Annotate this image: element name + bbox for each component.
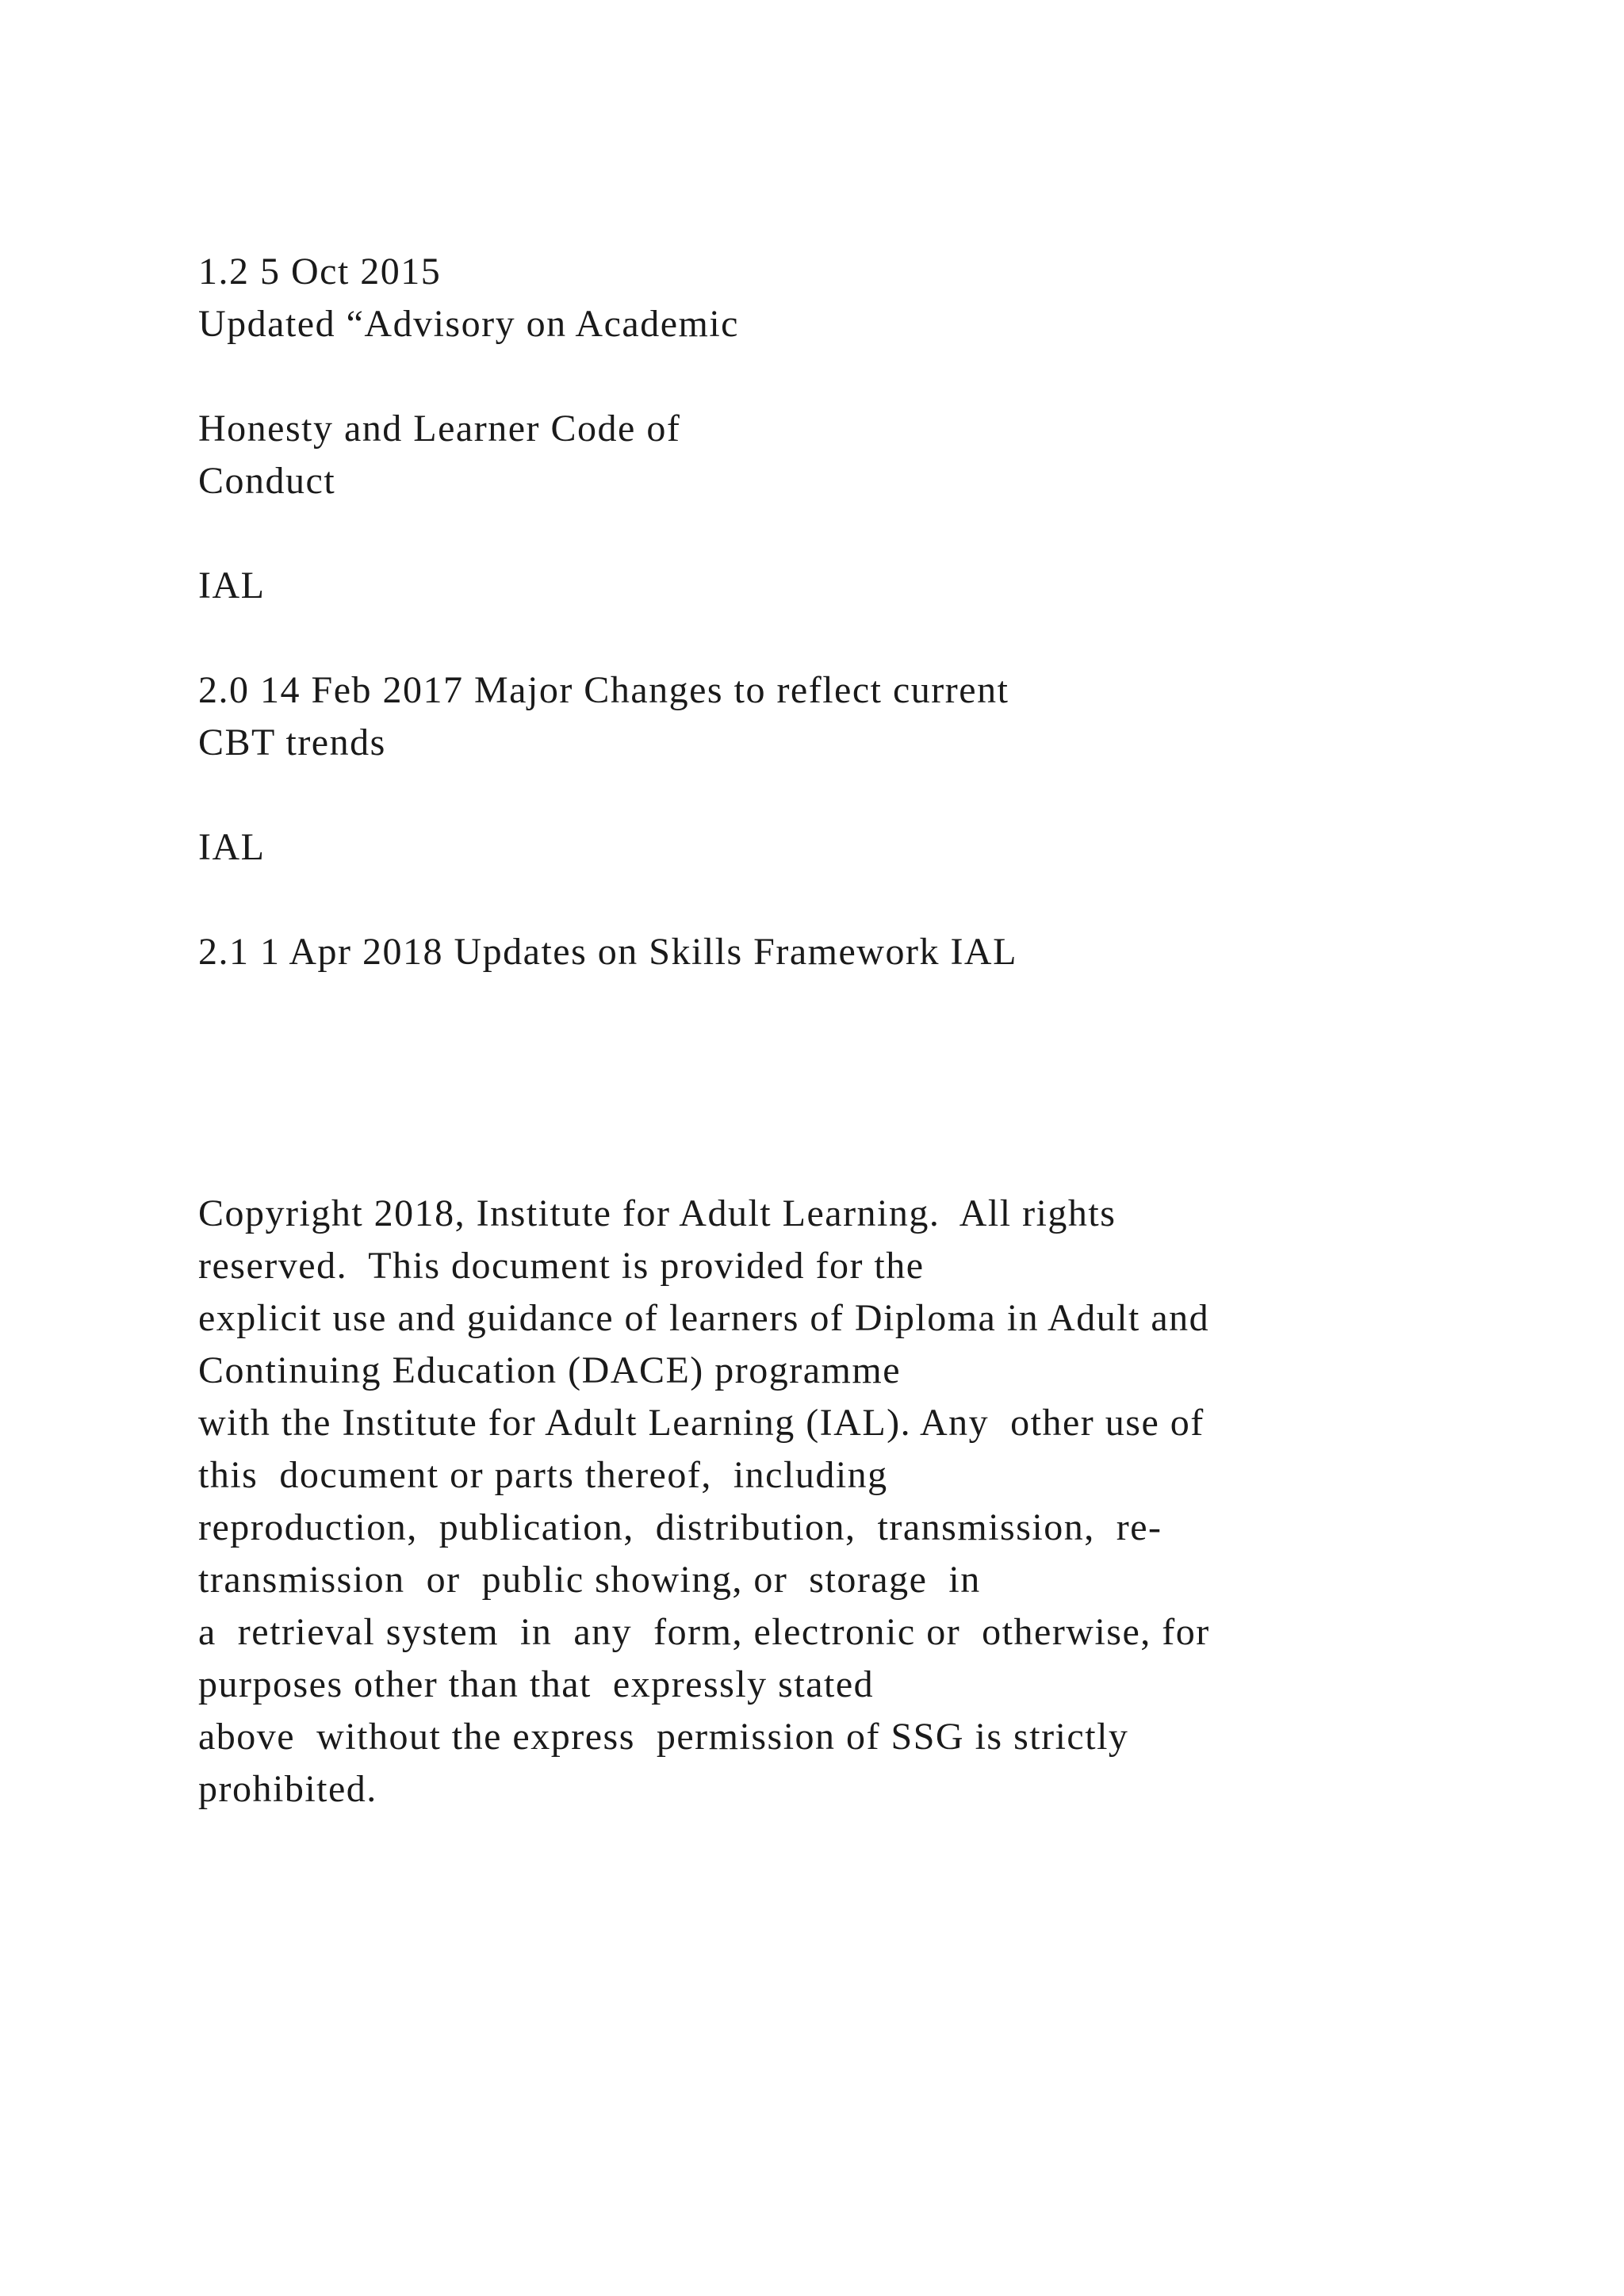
copyright-line: transmission or public showing, or storage in [198, 1559, 981, 1601]
copyright-line: this document or parts thereof, including [198, 1454, 888, 1496]
revision-line: IAL [198, 564, 266, 607]
revision-line: 2.1 1 Apr 2018 Updates on Skills Framework IAL [198, 931, 1017, 973]
revision-line [198, 507, 1467, 560]
revision-entry-2-0 [198, 664, 1467, 874]
copyright-line: explicit use and guidance of learners of Diploma in Adult and [198, 1297, 1210, 1339]
copyright-line: a retrieval system in any form, electronic or otherwise, for [198, 1611, 1210, 1653]
revision-line: 1.2 5 Oct 2015 [198, 251, 442, 293]
revision-line [198, 350, 1467, 403]
revision-line: IAL [198, 826, 266, 868]
copyright-line: with the Institute for Adult Learning (IAL). Any other use of [198, 1402, 1205, 1444]
revision-line: Updated “Advisory on Academic [198, 303, 739, 345]
copyright-line: Copyright 2018, Institute for Adult Learning. All rights [198, 1192, 1116, 1234]
copyright-line: reproduction, publication, distribution, transmission, re- [198, 1506, 1162, 1548]
revision-line [198, 769, 1467, 821]
copyright-line: above without the express permission of SSG is strictly [198, 1716, 1129, 1758]
revision-entry-2-1 [198, 926, 1467, 978]
revision-line: 2.0 14 Feb 2017 Major Changes to reflect current [198, 669, 1009, 711]
revision-line: Conduct [198, 460, 336, 502]
revision-entry-1-2 [198, 246, 1467, 612]
copyright-line: purposes other than that expressly stated [198, 1663, 875, 1705]
revision-line: Honesty and Learner Code of [198, 408, 681, 450]
copyright-line: Continuing Education (DACE) programme [198, 1349, 902, 1391]
revision-line: CBT trends [198, 721, 386, 763]
copyright-line: reserved. This document is provided for the [198, 1245, 925, 1287]
copyright-notice [198, 1188, 1467, 1816]
copyright-line: prohibited. [198, 1768, 377, 1810]
